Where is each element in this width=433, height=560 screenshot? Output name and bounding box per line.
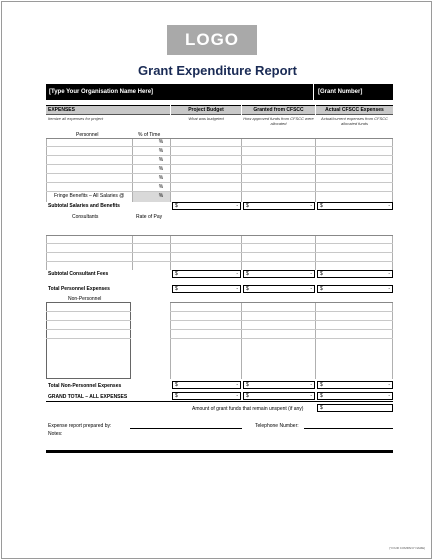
grant-number-field[interactable]	[314, 89, 393, 95]
total-non-personnel-label: Total Non-Personnel Expenses	[48, 383, 122, 389]
currency-symbol: $	[320, 382, 323, 388]
non-personnel-label: Non-Personnel	[68, 296, 102, 302]
dash-value: -	[310, 203, 312, 209]
grand-total-actual[interactable]	[317, 392, 393, 400]
pct-cell[interactable]: %	[158, 175, 164, 181]
currency-symbol: $	[246, 382, 249, 388]
subtotal-salaries-actual[interactable]	[317, 202, 393, 210]
subtotal-consultant-actual[interactable]	[317, 270, 393, 278]
telephone-label: Telephone Number:	[255, 423, 299, 429]
pct-cell[interactable]: %	[158, 157, 164, 163]
dash-value: -	[310, 271, 312, 277]
subheader-project-budget: What was budgeted	[188, 116, 224, 121]
subheader-actual: Actual/current expenses from CFSCC allocated funds	[321, 116, 388, 126]
rate-of-pay-label: Rate of Pay	[136, 214, 163, 220]
subtotal-consultant-granted[interactable]	[243, 270, 315, 278]
company-name-footer: [YOUR COMPANY NAME]	[389, 546, 425, 550]
total-non-personnel-budget[interactable]	[172, 381, 241, 389]
page-title: Grant Expenditure Report	[138, 63, 297, 78]
subtotal-salaries-budget[interactable]	[172, 202, 241, 210]
subtotal-salaries-granted[interactable]	[243, 202, 315, 210]
non-personnel-items-box[interactable]	[46, 302, 131, 379]
personnel-label: Personnel	[76, 132, 99, 138]
dash-value: -	[388, 271, 390, 277]
currency-symbol: $	[246, 393, 249, 399]
fringe-benefits-label: Fringe Benefits – All Salaries @	[54, 193, 125, 199]
total-personnel-budget[interactable]	[172, 285, 241, 293]
subheader-expenses: Itemize all expenses for project	[48, 116, 104, 121]
header-expenses: EXPENSES	[46, 105, 170, 115]
dash-value: -	[388, 286, 390, 292]
total-personnel-label: Total Personnel Expenses	[48, 286, 110, 292]
currency-symbol: $	[175, 203, 178, 209]
currency-symbol: $	[320, 393, 323, 399]
header-bar	[46, 84, 393, 100]
consultants-label: Consultants	[72, 214, 99, 220]
dash-value: -	[236, 393, 238, 399]
document-page	[1, 1, 432, 559]
currency-symbol: $	[246, 271, 249, 277]
prepared-by-field[interactable]	[130, 428, 242, 429]
non-personnel-grid[interactable]	[170, 302, 393, 379]
dash-value: -	[388, 203, 390, 209]
total-non-personnel-granted[interactable]	[243, 381, 315, 389]
currency-symbol: $	[246, 203, 249, 209]
dash-value: -	[388, 382, 390, 388]
subheader-granted: How approved funds from CFSCC were allocated	[243, 116, 314, 126]
subtotal-consultant-budget[interactable]	[172, 270, 241, 278]
pct-cell[interactable]: %	[158, 193, 164, 199]
notes-label: Notes:	[48, 431, 63, 437]
logo-text: LOGO	[184, 30, 240, 49]
currency-symbol: $	[320, 286, 323, 292]
currency-symbol: $	[175, 271, 178, 277]
dash-value: -	[236, 203, 238, 209]
dash-value: -	[310, 382, 312, 388]
logo	[167, 25, 257, 55]
unspent-amount[interactable]	[317, 404, 393, 412]
grand-total-label: GRAND TOTAL – ALL EXPENSES	[48, 394, 128, 400]
pct-cell[interactable]: %	[158, 184, 164, 190]
dash-value: -	[388, 393, 390, 399]
currency-symbol: $	[175, 286, 178, 292]
currency-symbol: $	[320, 405, 323, 411]
pct-cell[interactable]: %	[158, 148, 164, 154]
unspent-label: Amount of grant funds that remain unspent (if any)	[192, 406, 304, 412]
subtotal-salaries-label: Subtotal Salaries and Benefits	[48, 203, 120, 209]
grand-total-budget[interactable]	[172, 392, 241, 400]
currency-symbol: $	[320, 271, 323, 277]
pct-cell[interactable]: %	[158, 166, 164, 172]
header-project-budget: Project Budget	[171, 105, 241, 115]
telephone-field[interactable]	[304, 428, 393, 429]
header-actual: Actual CFSCC Expenses	[316, 105, 393, 115]
total-non-personnel-actual[interactable]	[317, 381, 393, 389]
total-personnel-actual[interactable]	[317, 285, 393, 293]
bottom-divider	[46, 450, 393, 453]
dash-value: -	[236, 382, 238, 388]
prepared-by-label: Expense report prepared by:	[48, 423, 112, 429]
organisation-name-field[interactable]	[46, 84, 314, 100]
dash-value: -	[310, 286, 312, 292]
organisation-name-text: [Type Your Organisation Name Here]	[49, 89, 154, 95]
header-granted: Granted from CFSCC	[242, 105, 315, 115]
pct-time-label: % of Time	[138, 132, 161, 138]
grand-total-granted[interactable]	[243, 392, 315, 400]
dash-value: -	[236, 271, 238, 277]
total-personnel-granted[interactable]	[243, 285, 315, 293]
currency-symbol: $	[175, 382, 178, 388]
currency-symbol: $	[246, 286, 249, 292]
subtotal-consultant-label: Subtotal Consultant Fees	[48, 271, 109, 277]
dash-value: -	[236, 286, 238, 292]
dash-value: -	[310, 393, 312, 399]
pct-cell[interactable]: %	[158, 139, 164, 145]
currency-symbol: $	[320, 203, 323, 209]
currency-symbol: $	[175, 393, 178, 399]
grant-number-text: [Grant Number]	[318, 89, 363, 95]
